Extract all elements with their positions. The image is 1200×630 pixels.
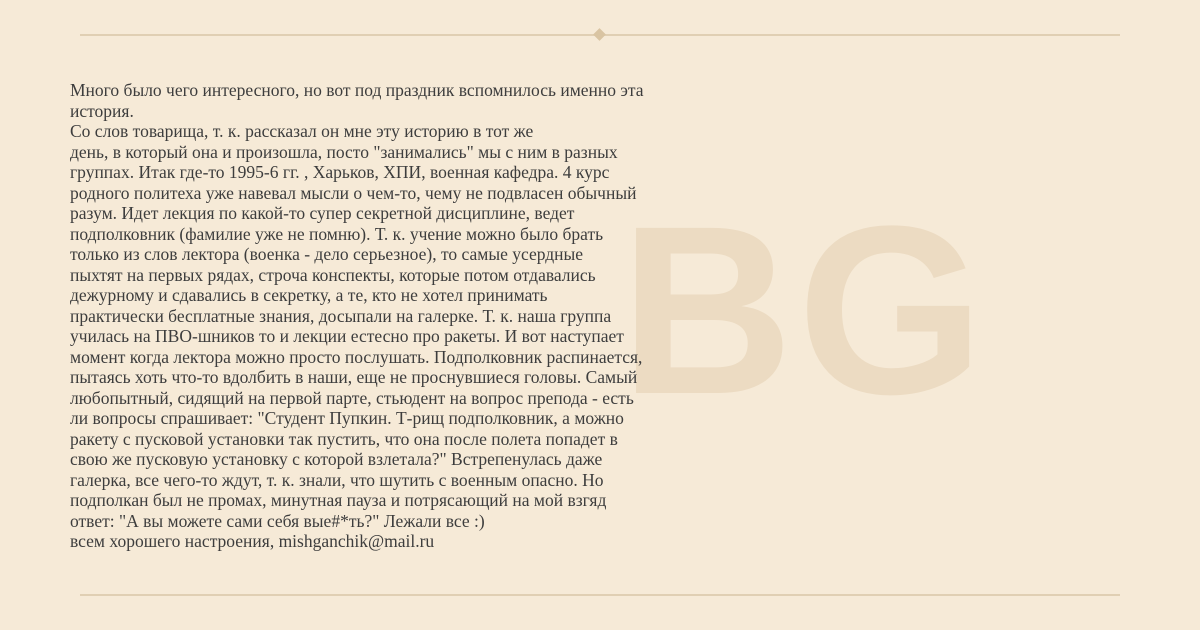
story-line: Со слов товарища, т. к. рассказал он мне эту историю в тот же — [70, 121, 534, 141]
story-line: галерка, все чего-то ждут, т. к. знали, что шутить с военным опасно. Но — [70, 469, 604, 490]
story-line: ли вопросы спрашивает: "Студент Пупкин. Т-рищ подполковник, а можно — [70, 408, 624, 428]
story-line: дежурному и сдавались в секретку, а те, кто не хотел принимать — [70, 285, 548, 305]
story-line: только из слов лектора (военка - дело серьезное), то самые усердные — [70, 244, 584, 264]
story-line: группах. Итак где-то 1995-6 гг. , Харьков, ХПИ, военная кафедра. 4 курс — [70, 162, 610, 182]
story-line: разум. Идет лекция по какой-то супер секретной дисциплине, ведет — [70, 203, 575, 223]
diamond-ornament-icon — [593, 28, 606, 41]
story-line: подполкан был не промах, минутная пауза и потрясающий на мой взгяд — [70, 490, 607, 510]
story-line: практически бесплатные знания, досыпали на галерке. Т. к. наша группа — [70, 305, 612, 326]
story-line: свою же пусковую установку с которой взлетала?" Встрепенулась даже — [70, 449, 603, 469]
story-line: училась на ПВО-шников то и лекции естесно про ракеты. И вот наступает — [70, 326, 624, 346]
story-line: ракету с пусковой установки так пустить, что она после полета попадет в — [70, 428, 618, 449]
story-text — [70, 80, 770, 552]
bottom-divider — [80, 594, 1120, 596]
story-line: пытаясь хоть что-то вдолбить в наши, еще не проснувшиеся головы. Самый — [70, 367, 638, 387]
story-line: родного политеха уже навевал мысли о чем-то, чему не подвласен обычный — [70, 182, 637, 203]
watermark-logo: BG — [620, 176, 988, 444]
story-line: ответ: "А вы можете сами себя вые#*ть?" Лежали все :) — [70, 510, 485, 531]
story-line: подполковник (фамилие уже не помню). Т. к. учение можно было брать — [70, 223, 604, 244]
story-line: история. — [70, 100, 134, 121]
story-line: момент когда лектора можно просто послушать. Подполковник распинается, — [70, 346, 643, 367]
story-line: Много было чего интересного, но вот под праздник вспомнилось именно эта — [70, 80, 644, 100]
story-line: пыхтят на первых рядах, строча конспекты, которые потом отдавались — [70, 264, 596, 285]
story-line: любопытный, сидящий на первой парте, стьюдент на вопрос препода - есть — [70, 387, 634, 408]
story-line: день, в который она и произошла, посто "занимались" мы с ним в разных — [70, 141, 618, 162]
story-signature: всем хорошего настроения, mishganchik@mail.ru — [70, 531, 435, 551]
